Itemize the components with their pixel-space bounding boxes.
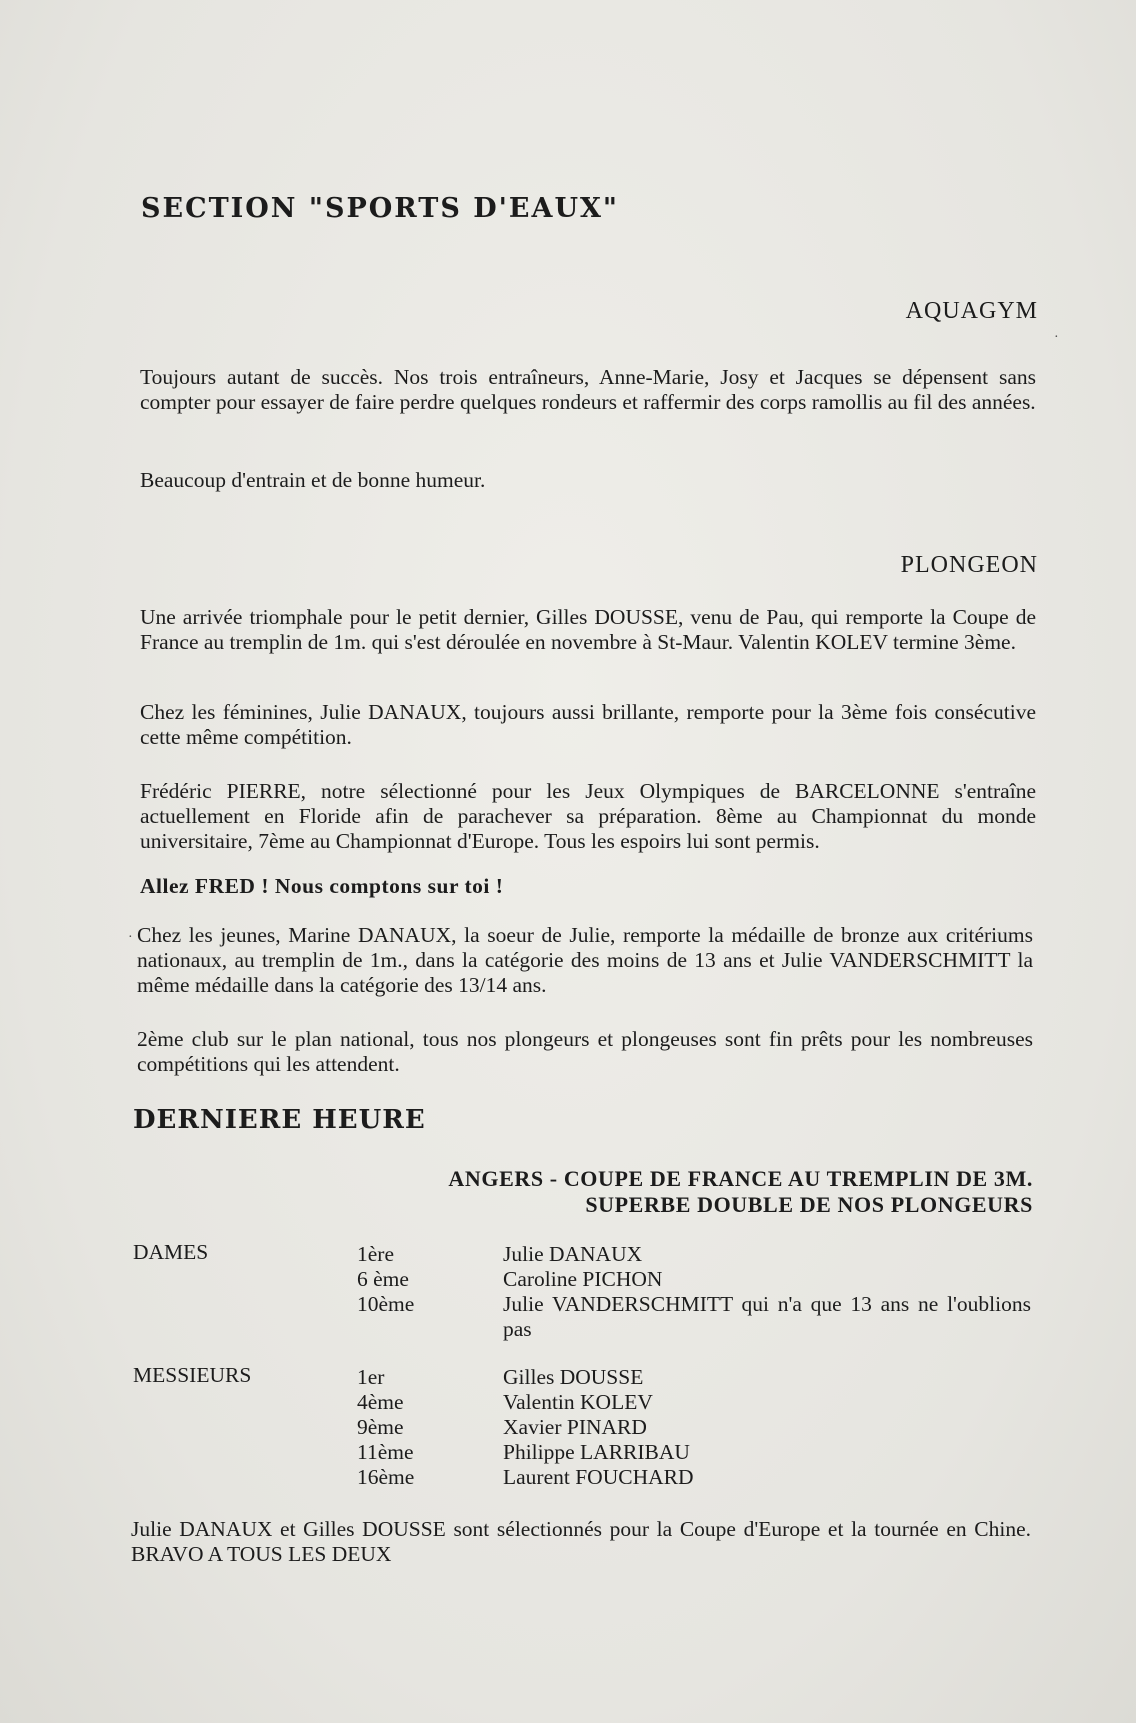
dames-name-3: Julie VANDERSCHMITT qui n'a que 13 ans ne l'oublions pas (503, 1292, 1031, 1341)
messieurs-name-2: Valentin KOLEV (503, 1390, 653, 1414)
dames-rank-3: 10ème (357, 1292, 415, 1316)
margin-mark: · (1054, 330, 1059, 345)
messieurs-rank-5: 16ème (357, 1465, 415, 1489)
messieurs-rank-2: 4ème (357, 1390, 404, 1414)
messieurs-name-1: Gilles DOUSSE (503, 1365, 644, 1389)
plongeon-paragraph-3: Frédéric PIERRE, notre sélectionné pour les Jeux Olympiques de BARCELONNE s'entraîne actuellement en Floride afin de parachever sa préparation. 8ème au Championnat du monde universitaire, 7ème au Championnat d'Europe. Tous les espoirs lui sont permis. (140, 779, 1036, 853)
plongeon-paragraph-5: 2ème club sur le plan national, tous nos plongeurs et plongeuses sont fin prêts pour les nombreuses compétitions qui les attendent. (137, 1027, 1033, 1076)
plongeon-paragraph-2: Chez les féminines, Julie DANAUX, toujours aussi brillante, remporte pour la 3ème fois consécutive cette même compétition. (140, 700, 1036, 749)
messieurs-rank-3: 9ème (357, 1415, 404, 1439)
closing-paragraph: Julie DANAUX et Gilles DOUSSE sont sélectionnés pour la Coupe d'Europe et la tournée en Chine. BRAVO A TOUS LES DEUX (131, 1517, 1031, 1566)
derniere-heure-heading: DERNIERE HEURE (133, 1105, 426, 1135)
results-line-1: ANGERS - COUPE DE FRANCE AU TREMPLIN DE 3M. (448, 1166, 1033, 1191)
plongeon-paragraph-1: Une arrivée triomphale pour le petit dernier, Gilles DOUSSE, venu de Pau, qui remporte la Coupe de France au tremplin de 1m. qui s'est déroulée en novembre à St-Maur. Valentin KOLEV termine 3ème. (140, 605, 1036, 654)
messieurs-name-3: Xavier PINARD (503, 1415, 647, 1439)
dames-rank-1: 1ère (357, 1242, 394, 1266)
aquagym-paragraph-2: Beaucoup d'entrain et de bonne humeur. (140, 468, 486, 492)
messieurs-label: MESSIEURS (133, 1363, 252, 1387)
section-title: SECTION "SPORTS D'EAUX" (141, 193, 619, 224)
results-line-2: SUPERBE DOUBLE DE NOS PLONGEURS (585, 1192, 1033, 1217)
messieurs-name-5: Laurent FOUCHARD (503, 1465, 694, 1489)
plongeon-cheer: Allez FRED ! Nous comptons sur toi ! (140, 874, 504, 898)
aquagym-paragraph-1: Toujours autant de succès. Nos trois entraîneurs, Anne-Marie, Josy et Jacques se dépensent sans compter pour essayer de faire perdre quelques rondeurs et raffermir des corps ramollis au fil des années. (140, 365, 1036, 414)
plongeon-paragraph-4: Chez les jeunes, Marine DANAUX, la soeur de Julie, remporte la médaille de bronze aux critériums nationaux, au tremplin de 1m., dans la catégorie des moins de 13 ans et Julie VANDERSCHMITT la même médaille dans la catégorie des 13/14 ans. (137, 923, 1033, 997)
messieurs-rank-4: 11ème (357, 1440, 414, 1464)
margin-mark: · (128, 930, 133, 945)
dames-name-2: Caroline PICHON (503, 1267, 663, 1291)
aquagym-heading: AQUAGYM (905, 298, 1038, 324)
dames-name-1: Julie DANAUX (503, 1242, 643, 1266)
dames-label: DAMES (133, 1240, 209, 1264)
plongeon-heading: PLONGEON (900, 552, 1038, 578)
dames-rank-2: 6 ème (357, 1267, 409, 1291)
messieurs-name-4: Philippe LARRIBAU (503, 1440, 690, 1464)
messieurs-rank-1: 1er (357, 1365, 385, 1389)
